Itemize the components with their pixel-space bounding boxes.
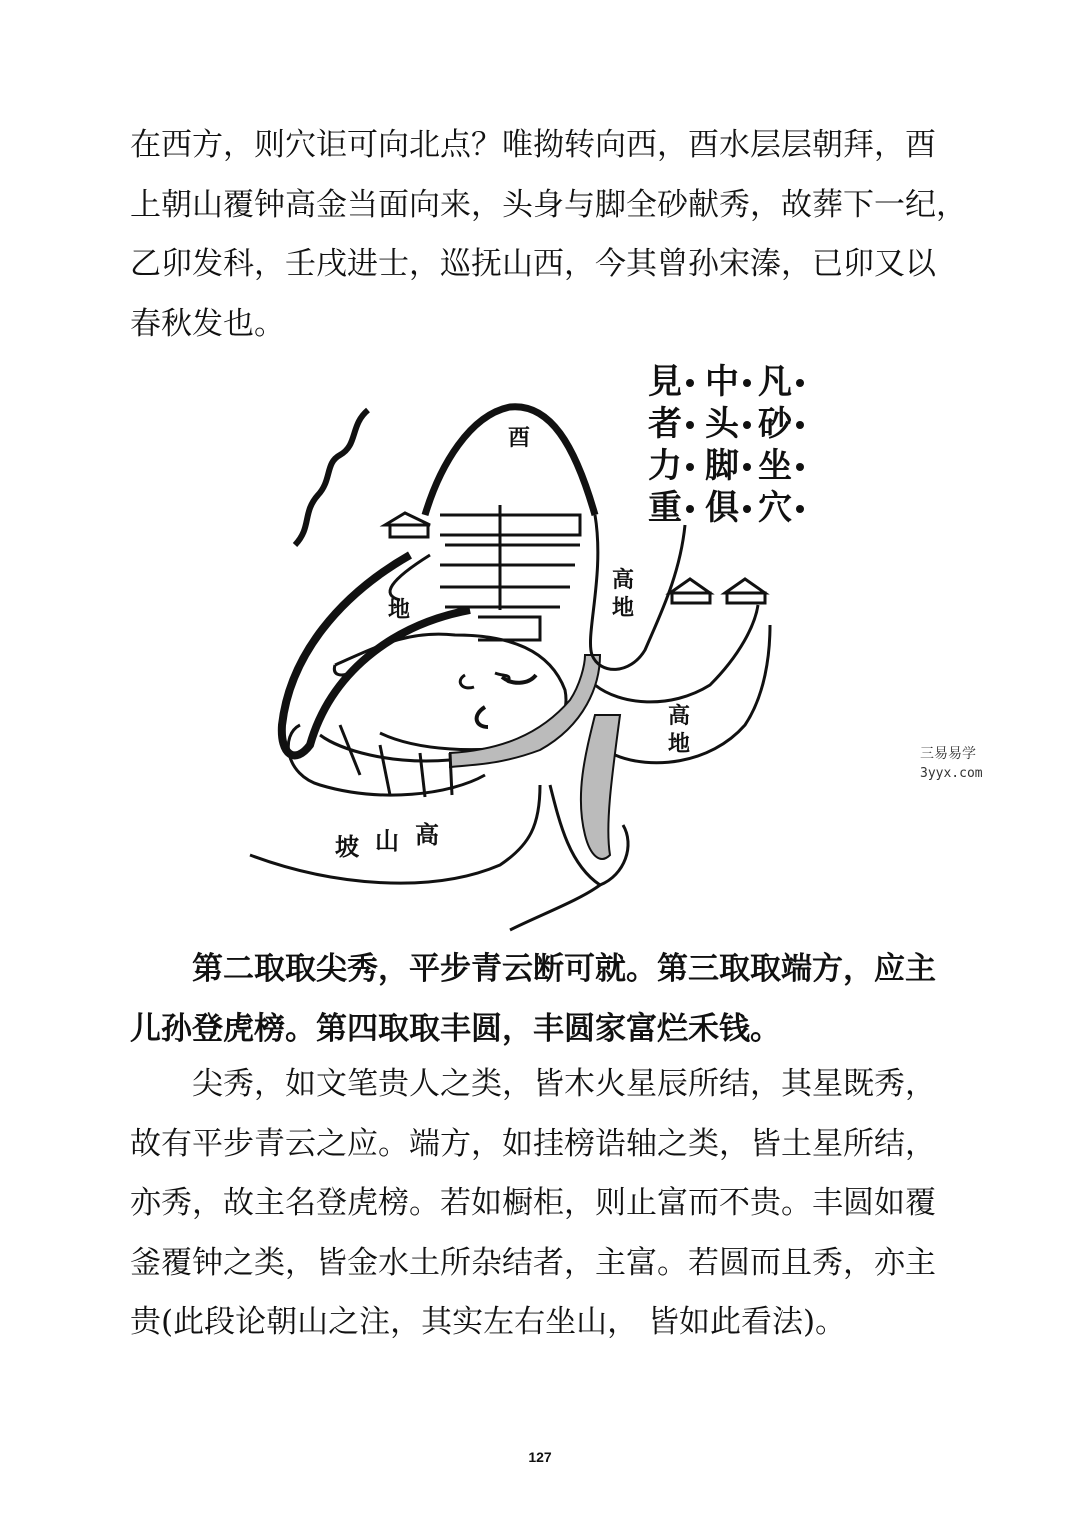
text-line: 在西方，则穴讵可向北点？唯拗转向西，酉水层层朝拜，酉 [130, 127, 936, 163]
terraces [440, 505, 580, 640]
watermark-url: 3yyx.com [920, 766, 983, 781]
left-arm-ridge [282, 555, 470, 755]
house-right-icon [670, 579, 765, 603]
inscription-dot [796, 379, 804, 387]
inscription-column: 見者力重 [648, 362, 682, 528]
text-line: 乙卯发科，壬戌进士，巡抚山西，今其曾孙宋溱，已卯又以 [130, 246, 936, 282]
text-line: 春秋发也。 [130, 305, 285, 342]
water-stream [581, 715, 620, 859]
mountain-peak [425, 407, 595, 515]
inscription-dot [796, 421, 804, 429]
label-high-slope: 坡 山 高 [335, 820, 439, 861]
feng-shui-illustration [240, 355, 820, 935]
inscription-dot [743, 421, 751, 429]
inscription-dot [796, 463, 804, 471]
paragraph-3 [130, 1055, 936, 1353]
inscription-columns [648, 362, 804, 528]
page-number: 127 [528, 1449, 552, 1465]
house-left-icon [385, 513, 430, 537]
label-highland-2: 高地 [668, 703, 691, 757]
label-highland-1: 高地 [612, 567, 635, 621]
paragraph-2 [130, 940, 936, 1059]
paragraph-1 [130, 116, 967, 354]
inscription-dot [686, 421, 694, 429]
text-line: 上朝山覆钟高金当面向来，头身与脚全砂献秀，故葬下一纪， [130, 186, 967, 223]
text-line: 亦秀，故主名登虎榜。若如橱柜，则止富而不贵。丰圆如覆 [130, 1185, 936, 1221]
inscription-dot [796, 505, 804, 513]
ridge-line [295, 410, 368, 545]
water-band [450, 655, 600, 767]
inscription-dot [686, 505, 694, 513]
label-west: 酉 [508, 425, 531, 451]
inscription-column: 凡砂坐穴 [758, 362, 792, 528]
text-line: 第二取取尖秀，平步青云断可就。第三取取端方，应主 [192, 951, 936, 987]
text-line: 尖秀，如文笔贵人之类，皆木火星辰所结，其星既秀， [192, 1066, 936, 1102]
inscription-column: 中头脚俱 [705, 362, 739, 528]
text-line: 儿孙登虎榜。第四取取丰圆，丰圆家富烂禾钱。 [130, 1010, 781, 1047]
inscription-dot [743, 505, 751, 513]
inscription-dot [743, 379, 751, 387]
watermark [920, 744, 983, 784]
text-line: 釜覆钟之类，皆金水土所杂结者，主富。若圆而且秀，亦主 [130, 1244, 936, 1281]
text-line: 贵(此段论朝山之注，其实左右坐山， 皆如此看法)。 [130, 1304, 847, 1340]
label-ground: 地 [388, 597, 411, 623]
inscription-dot [686, 379, 694, 387]
inscription-dot [686, 463, 694, 471]
watermark-name: 三易易学 [920, 746, 976, 762]
text-line: 故有平步青云之应。端方，如挂榜诰轴之类，皆土星所结， [130, 1125, 936, 1162]
inscription-dot [743, 463, 751, 471]
